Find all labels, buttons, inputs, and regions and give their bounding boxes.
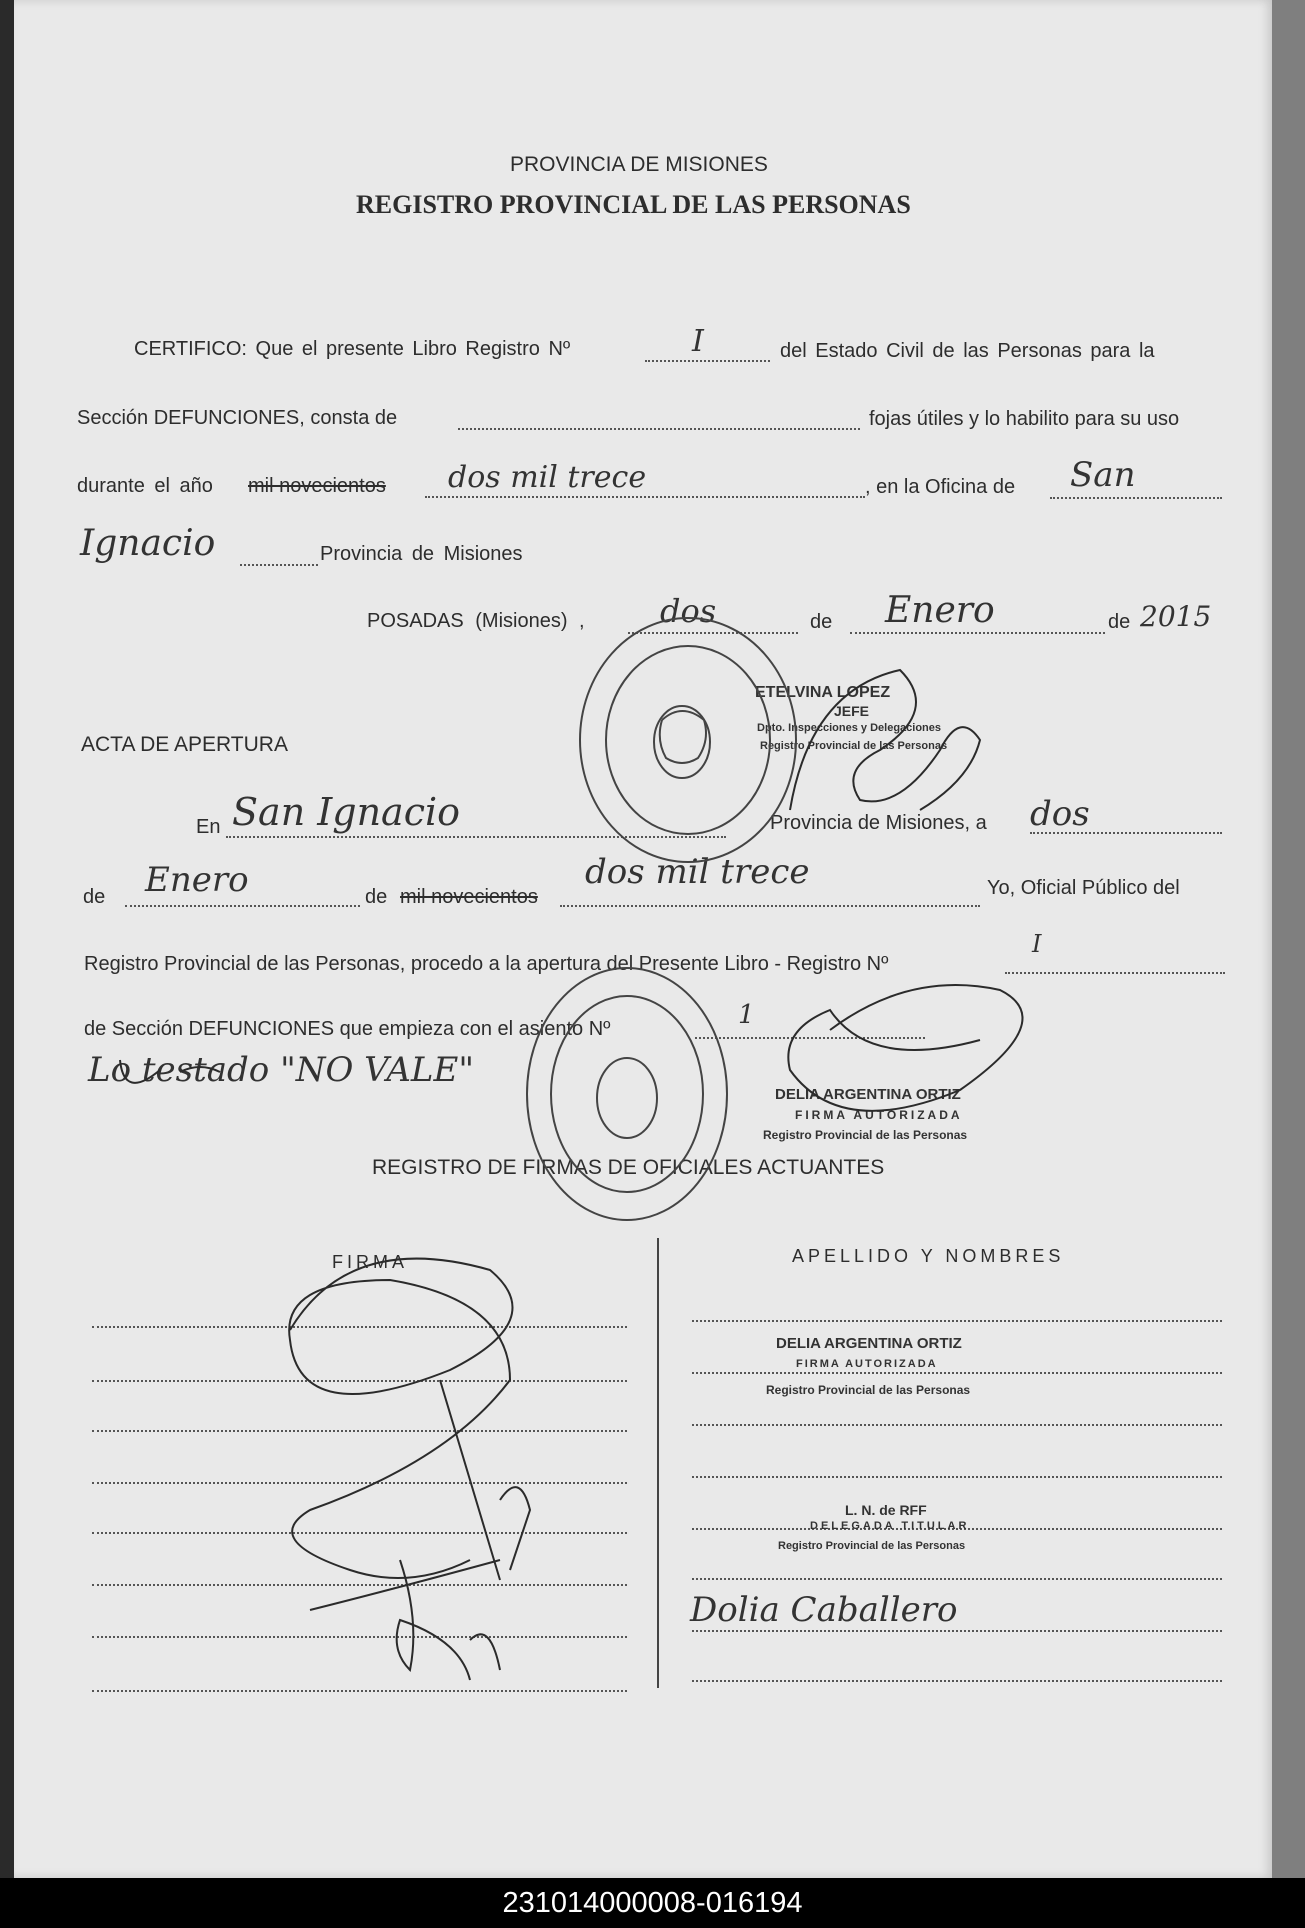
sig-row-6 (92, 1584, 627, 1586)
entry2-sub: Registro Provincial de las Personas (778, 1540, 966, 1552)
book-number-blank (645, 360, 770, 362)
opening-year-blank (560, 905, 980, 907)
month-handwritten: Enero (885, 590, 995, 631)
entry1-name: DELIA ARGENTINA ORTIZ (776, 1335, 962, 1352)
opening-place-handwritten: San Ignacio (232, 790, 461, 834)
day-handwritten: dos (660, 592, 717, 630)
year-handwritten: dos mil trece (448, 460, 647, 495)
opening-de-1: de (83, 886, 106, 908)
opening-province-label: Provincia de Misiones, a (770, 812, 987, 834)
official-2-sub: Registro Provincial de las Personas (763, 1128, 968, 1142)
name-row-3 (692, 1424, 1222, 1426)
cert-line1-prefix: CERTIFICO: Que el presente Libro Registro Nº (134, 338, 571, 360)
official-1-sub1: Dpto. Inspecciones y Delegaciones (757, 722, 942, 734)
official-1-sub2: Registro Provincial de las Personas (760, 740, 948, 752)
opening-book-blank (1005, 972, 1225, 974)
entry1-sub: Registro Provincial de las Personas (766, 1383, 971, 1397)
name-row-8 (692, 1680, 1222, 1682)
official-2-name: DELIA ARGENTINA ORTIZ (775, 1086, 961, 1103)
opening-place-blank (226, 836, 726, 838)
official-2-role: FIRMA AUTORIZADA (795, 1108, 963, 1122)
sig-row-4 (92, 1482, 627, 1484)
name-row-7 (692, 1630, 1222, 1632)
column-names-header: APELLIDO Y NOMBRES (792, 1246, 1065, 1266)
name-row-1 (692, 1320, 1222, 1322)
office-blank-2 (240, 564, 318, 566)
cert-line2-suffix: fojas útiles y lo habilito para su uso (869, 408, 1180, 430)
cert-line3-prefix: durante el año (77, 475, 213, 497)
opening-line3: Registro Provincial de las Personas, procedo a la apertura del Presente Libro - Registro Nº (84, 953, 889, 975)
column-divider (657, 1238, 659, 1688)
opening-line4: de Sección DEFUNCIONES que empieza con el asiento Nº (84, 1018, 611, 1040)
opening-en: En (196, 816, 221, 838)
office-label: , en la Oficina de (865, 476, 1016, 498)
year-struck-text: mil novecientos (248, 475, 386, 497)
sig-row-2 (92, 1380, 627, 1382)
column-signature-header: FIRMA (332, 1252, 408, 1272)
opening-entry-blank (695, 1037, 925, 1039)
year-short-handwritten: 2015 (1140, 600, 1212, 633)
footer-barcode-text: 231014000008-016194 (0, 1878, 1305, 1928)
opening-year-handwritten: dos mil trece (585, 852, 810, 892)
cert-line2-prefix: Sección DEFUNCIONES, consta de (77, 407, 398, 429)
year-blank (425, 496, 865, 498)
opening-entry-number: 1 (738, 1000, 755, 1030)
name-row-2 (692, 1372, 1222, 1374)
sig-row-1 (92, 1326, 627, 1328)
province-label: Provincia de Misiones (320, 543, 523, 565)
paper-sheet (14, 0, 1274, 1878)
name-row-6 (692, 1578, 1222, 1580)
office-blank (1050, 497, 1222, 499)
signatures-title: REGISTRO DE FIRMAS DE OFICIALES ACTUANTES (372, 1156, 885, 1179)
opening-de-2: de (365, 886, 388, 908)
official-1-role: JEFE (834, 703, 870, 719)
entry2-role: DELEGADA TITULAR (810, 1520, 970, 1532)
sig-row-3 (92, 1430, 627, 1432)
opening-month-blank (125, 905, 360, 907)
pages-count-blank (458, 428, 860, 430)
date-de-1: de (810, 611, 833, 633)
opening-yo-label: Yo, Oficial Público del (987, 877, 1180, 899)
date-de-2: de (1108, 611, 1131, 633)
sig-row-7 (92, 1636, 627, 1638)
entry3-handwritten: Dolia Caballero (690, 1590, 958, 1630)
opening-month-handwritten: Enero (145, 860, 249, 900)
cert-line1-suffix: del Estado Civil de las Personas para la (780, 340, 1155, 362)
opening-year-struck: mil novecientos (400, 886, 538, 908)
office-handwritten-2: Ignacio (80, 523, 216, 564)
book-number-handwritten: I (692, 324, 704, 359)
sig-row-8 (92, 1690, 627, 1692)
day-blank (628, 632, 798, 634)
month-blank (850, 632, 1105, 634)
opening-book-number: I (1032, 930, 1042, 958)
entry1-role: FIRMA AUTORIZADA (796, 1358, 938, 1370)
entry2-name: L. N. de RFF (845, 1502, 927, 1518)
opening-day-handwritten: dos (1030, 794, 1090, 834)
page-edge (1272, 0, 1305, 1878)
official-1-name: ETELVINA LOPEZ (755, 684, 891, 701)
sig-row-5 (92, 1532, 627, 1534)
province-heading: PROVINCIA DE MISIONES (510, 153, 768, 176)
opening-title: ACTA DE APERTURA (81, 733, 288, 756)
place-date-label: POSADAS (Misiones) , (367, 610, 585, 632)
opening-note-handwritten: Lo testado "NO VALE" (88, 1050, 474, 1090)
document-title: REGISTRO PROVINCIAL DE LAS PERSONAS (356, 190, 911, 219)
office-handwritten-1: San (1070, 455, 1136, 495)
name-row-4 (692, 1476, 1222, 1478)
